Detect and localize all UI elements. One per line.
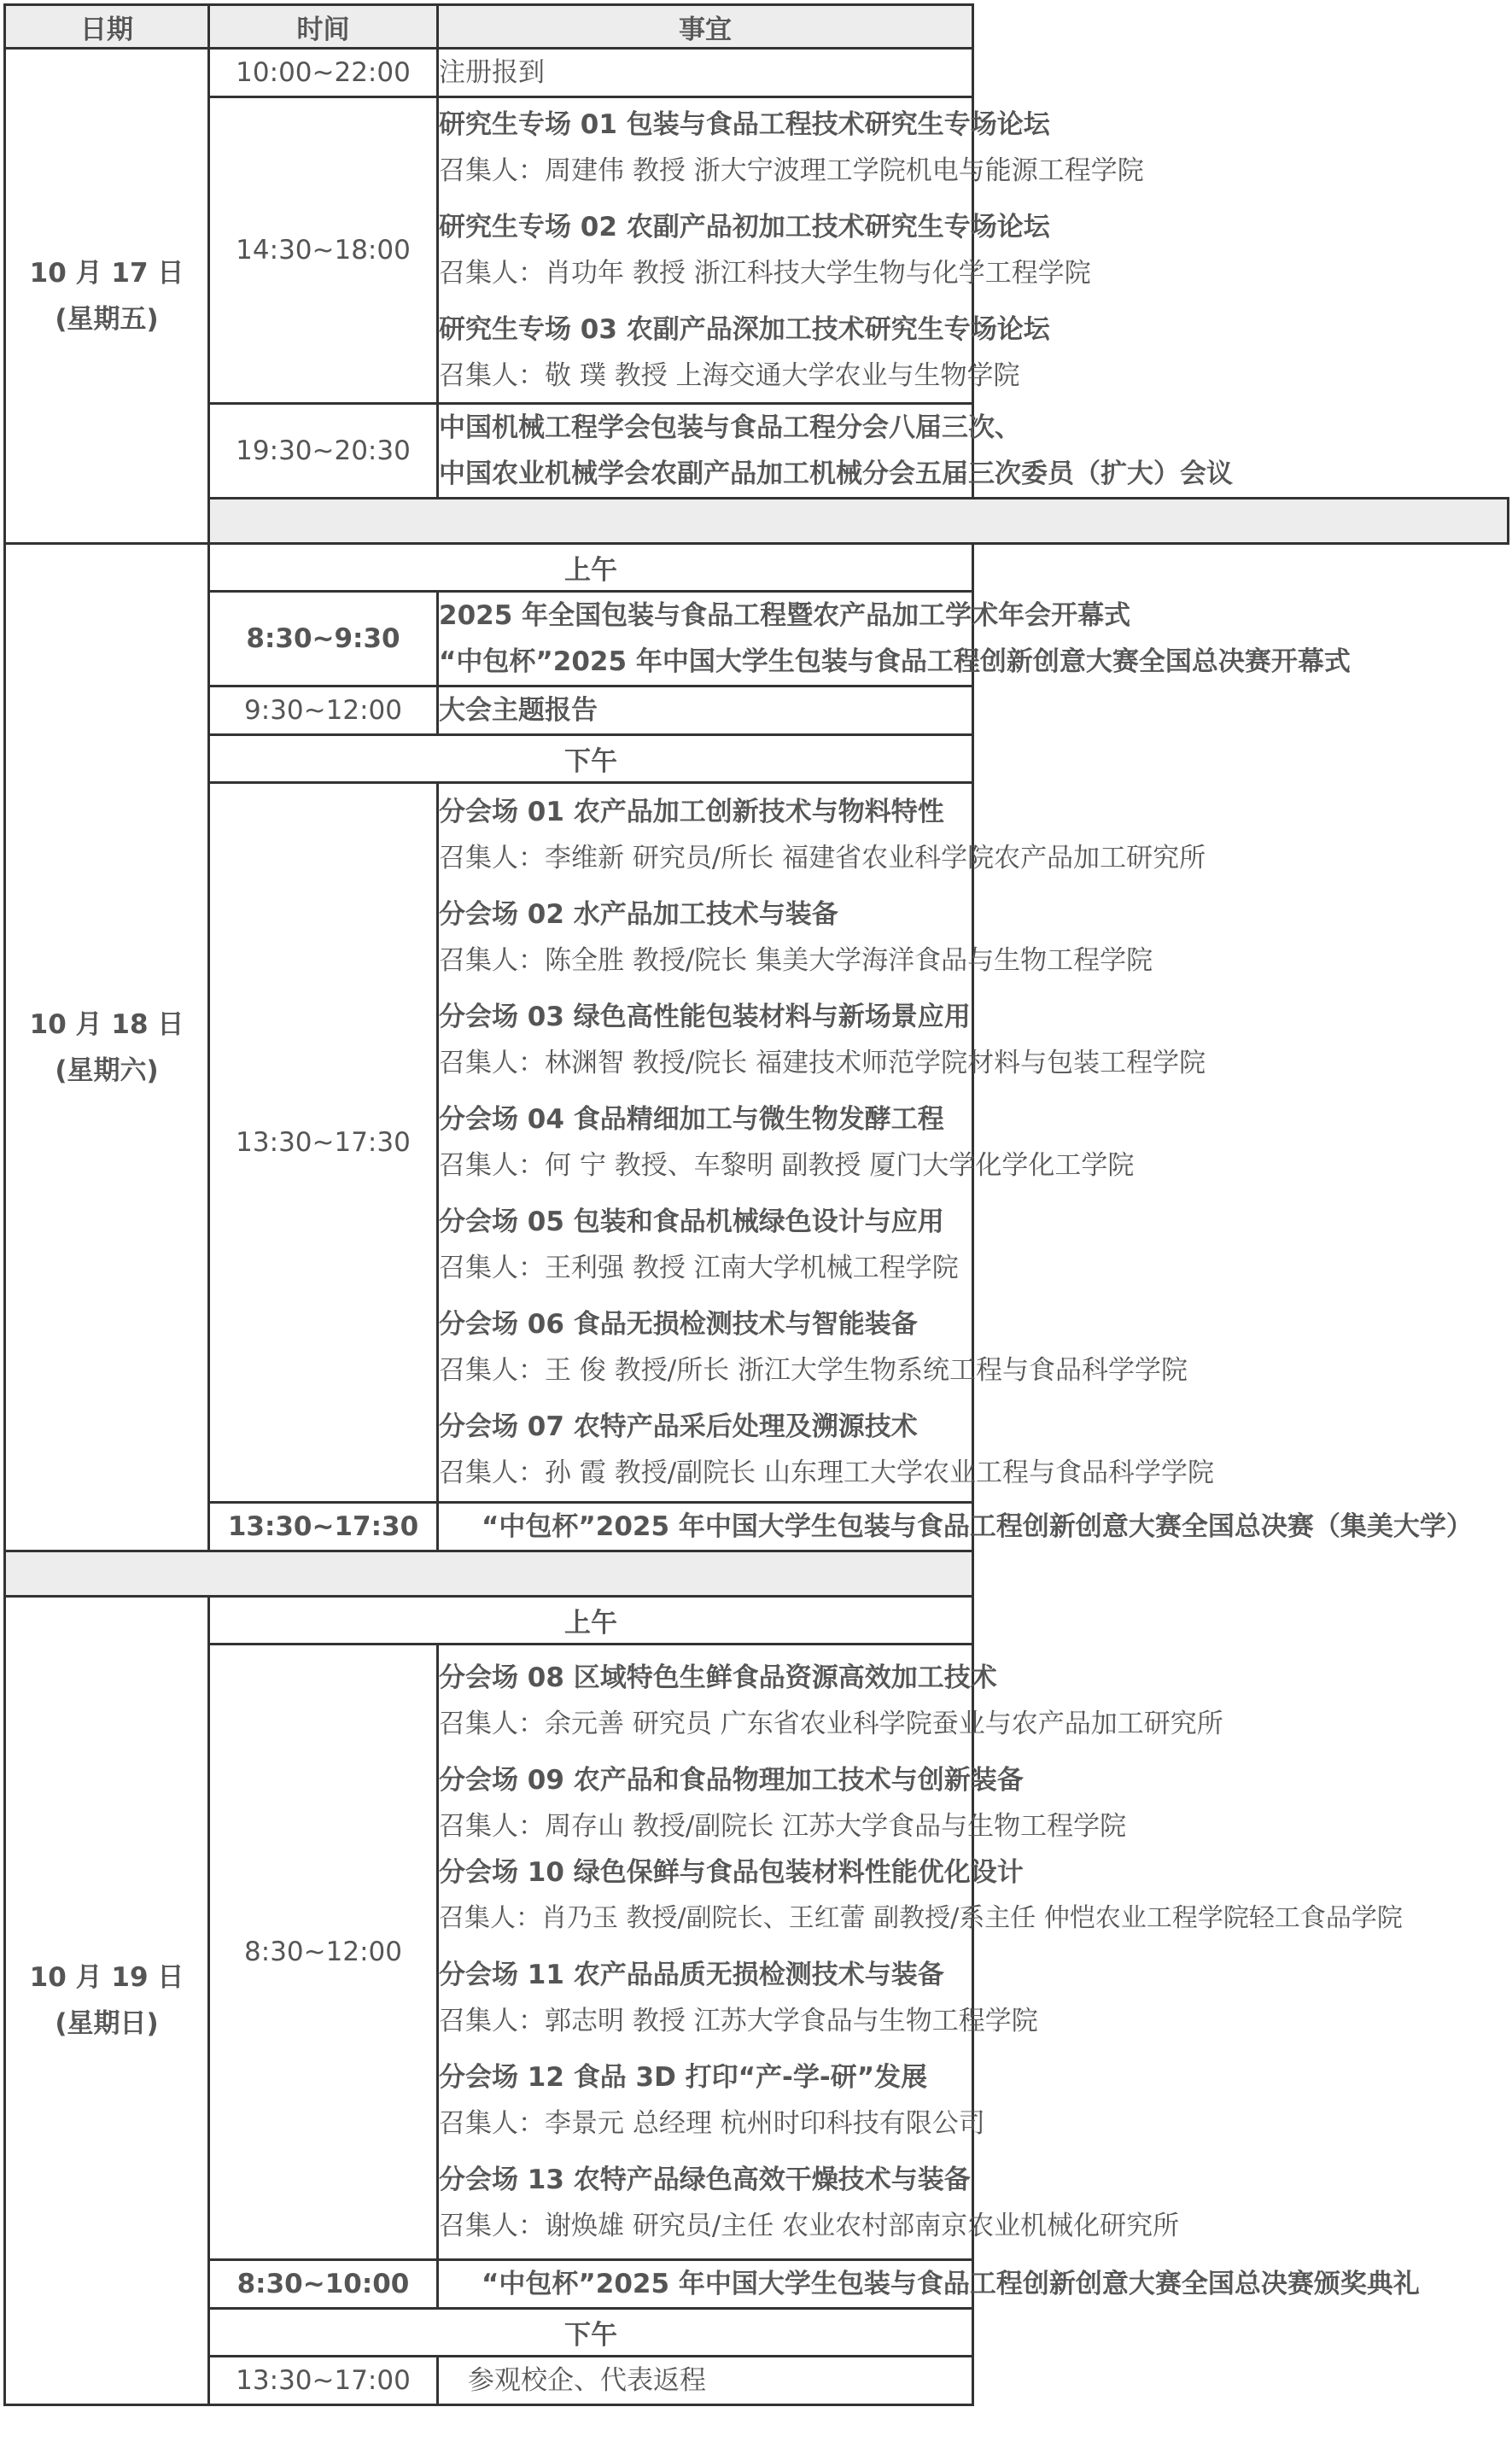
schedule-table: [3, 3, 1509, 2406]
session-item: [439, 1404, 1215, 1496]
day1-registration: [438, 49, 973, 97]
day3-row-visit: [5, 2357, 1509, 2405]
day2-opening: [438, 592, 1351, 686]
session-title: 分会场 03 绿色高性能包装材料与新场景应用: [439, 1002, 971, 1032]
session-convener: 召集人：孙 霞 教授/副院长 山东理工大学农业工程与食品科学学院: [439, 1458, 1215, 1488]
session-title: 分会场 11 农产品品质无损检测技术与装备: [439, 1960, 944, 1990]
registration-text: 注册报到: [439, 57, 545, 88]
forum-convener: 召集人：敬 璞 教授 上海交通大学农业与生物学院: [439, 360, 1020, 391]
session-title: 分会场 06 食品无损检测技术与智能装备: [439, 1309, 918, 1340]
session-title: 分会场 09 农产品和食品物理加工技术与创新装备: [439, 1765, 1024, 1796]
day2-time-sessions: 13:30~17:30: [209, 783, 438, 1503]
day3-row-sessions: [5, 1645, 1509, 2260]
session-item: [439, 789, 1206, 881]
day3-award: [438, 2260, 1420, 2309]
session-convener: 召集人：谢焕雄 研究员/主任 农业农村部南京农业机械化研究所: [439, 2211, 1180, 2241]
session-convener: 召集人：林渊智 教授/院长 福建技术师范学院材料与包装工程学院: [439, 1048, 1206, 1078]
session-convener: 召集人：王 俊 教授/所长 浙江大学生物系统工程与食品科学学院: [439, 1355, 1188, 1386]
day2-time-keynote: 9:30~12:00: [209, 686, 438, 735]
meeting-line-1: 中国机械工程学会包装与食品工程分会八届三次、: [439, 412, 1021, 443]
session-item: [439, 2157, 1180, 2249]
day1-weekday: (星期五): [55, 303, 159, 335]
day1-row-registration: [5, 49, 1509, 97]
session-item: [439, 994, 1206, 1086]
day1-date-cell: [5, 49, 209, 544]
forum-title: 研究生专场 01 包装与食品工程技术研究生专场论坛: [439, 109, 1050, 140]
day3-time-award: 8:30~10:00: [209, 2260, 438, 2309]
forum-item: [439, 102, 1144, 194]
forum-convener: 召集人：周建伟 教授 浙大宁波理工学院机电与能源工程学院: [439, 155, 1144, 186]
day3-weekday: (星期日): [55, 2008, 159, 2039]
day2-date: 10 月 18 日: [29, 1008, 184, 1040]
session-convener: 召集人：王利强 教授 江南大学机械工程学院: [439, 1253, 959, 1283]
day3-sessions: [438, 1645, 1403, 2260]
day3-date: 10 月 19 日: [29, 1962, 184, 1993]
header-row: [5, 5, 1509, 49]
day2-row-am: [5, 544, 1509, 592]
separator-bar: [5, 1551, 973, 1597]
day2-row-opening: [5, 592, 1509, 686]
day2-row-pm: [5, 735, 1509, 783]
visit-text: 参观校企、代表返程: [468, 2365, 706, 2396]
session-item: [439, 1199, 972, 1291]
day2-row-sessions: [5, 783, 1509, 1503]
day1-time-forums: 14:30~18:00: [209, 97, 438, 404]
day2-keynote: [438, 686, 973, 735]
day1-row-meeting: [5, 404, 1509, 499]
day2-final: [438, 1503, 1473, 1551]
day1-forums: [438, 97, 1144, 404]
header-date: 日期: [5, 5, 209, 49]
session-convener: 召集人：李维新 研究员/所长 福建省农业科学院农产品加工研究所: [439, 843, 1206, 873]
day2-row-keynote: [5, 686, 1509, 735]
forum-title: 研究生专场 02 农副产品初加工技术研究生专场论坛: [439, 212, 1050, 242]
session-item: [439, 2054, 985, 2147]
day2-time-final: 13:30~17:30: [209, 1503, 438, 1551]
session-title: 分会场 04 食品精细加工与微生物发酵工程: [439, 1104, 944, 1135]
session-item: [439, 1849, 1403, 1942]
session-title: 分会场 01 农产品加工创新技术与物料特性: [439, 797, 944, 827]
session-convener: 召集人：郭志明 教授 江苏大学食品与生物工程学院: [439, 2006, 1038, 2036]
day2-sessions: [438, 783, 1215, 1503]
forum-title: 研究生专场 03 农副产品深加工技术研究生专场论坛: [439, 314, 1050, 345]
day1-meeting: [438, 404, 1233, 499]
day3-pm-label: 下午: [209, 2309, 973, 2357]
session-convener: 召集人：肖乃玉 教授/副院长、王红蕾 副教授/系主任 仲恺农业工程学院轻工食品学院: [439, 1903, 1403, 1933]
day3-visit: [438, 2357, 973, 2405]
opening-line-1: 2025 年全国包装与食品工程暨农产品加工学术年会开幕式: [439, 600, 1131, 631]
session-item: [439, 1301, 1188, 1393]
forum-convener: 召集人：肖功年 教授 浙江科技大学生物与化学工程学院: [439, 258, 1091, 289]
session-title: 分会场 02 水产品加工技术与装备: [439, 899, 838, 930]
separator-bar: [209, 499, 1509, 544]
day3-row-pm: [5, 2309, 1509, 2357]
day-separator: [5, 1551, 1509, 1597]
session-item: [439, 1757, 1127, 1849]
day2-date-cell: [5, 544, 209, 1551]
session-title: 分会场 10 绿色保鲜与食品包装材料性能优化设计: [439, 1857, 1024, 1888]
session-convener: 召集人：何 宁 教授、车黎明 副教授 厦门大学化学化工学院: [439, 1150, 1135, 1181]
day1-row-forums: [5, 97, 1509, 404]
day3-date-cell: [5, 1597, 209, 2405]
day1-time-meeting: 19:30~20:30: [209, 404, 438, 499]
meeting-line-2: 中国农业机械学会农副产品加工机械分会五届三次委员（扩大）会议: [439, 459, 1233, 489]
final-text: “中包杯”2025 年中国大学生包装与食品工程创新创意大赛全国总决赛（集美大学）: [482, 1511, 1473, 1542]
day-separator: [5, 499, 1509, 544]
session-convener: 召集人：陈全胜 教授/院长 集美大学海洋食品与生物工程学院: [439, 945, 1153, 976]
session-convener: 召集人：周存山 教授/副院长 江苏大学食品与生物工程学院: [439, 1811, 1127, 1842]
day2-row-final: [5, 1503, 1509, 1551]
session-item: [439, 1655, 1223, 1747]
session-title: 分会场 07 农特产品采后处理及溯源技术: [439, 1411, 918, 1442]
day3-time-visit: 13:30~17:00: [209, 2357, 438, 2405]
session-title: 分会场 13 农特产品绿色高效干燥技术与装备: [439, 2164, 971, 2195]
day2-pm-label: 下午: [209, 735, 973, 783]
session-title: 分会场 12 食品 3D 打印“产-学-研”发展: [439, 2062, 928, 2093]
session-item: [439, 1952, 1038, 2044]
day2-weekday: (星期六): [55, 1054, 159, 1086]
header-time: 时间: [209, 5, 438, 49]
opening-line-2: “中包杯”2025 年中国大学生包装与食品工程创新创意大赛全国总决赛开幕式: [439, 646, 1351, 677]
day1-time-registration: 10:00~22:00: [209, 49, 438, 97]
session-title: 分会场 08 区域特色生鲜食品资源高效加工技术: [439, 1662, 997, 1693]
session-item: [439, 1096, 1135, 1189]
day3-am-label: 上午: [209, 1597, 973, 1645]
session-title: 分会场 05 包装和食品机械绿色设计与应用: [439, 1206, 944, 1237]
day1-date: 10 月 17 日: [29, 257, 184, 289]
forum-item: [439, 307, 1050, 399]
day2-am-label: 上午: [209, 544, 973, 592]
session-convener: 召集人：余元善 研究员 广东省农业科学院蚕业与农产品加工研究所: [439, 1709, 1223, 1739]
session-item: [439, 891, 1153, 984]
award-text: “中包杯”2025 年中国大学生包装与食品工程创新创意大赛全国总决赛颁奖典礼: [482, 2269, 1420, 2299]
forum-item: [439, 204, 1091, 296]
day3-time-sessions: 8:30~12:00: [209, 1645, 438, 2260]
day3-row-am: [5, 1597, 1509, 1645]
day2-time-opening: 8:30~9:30: [209, 592, 438, 686]
keynote-text: 大会主题报告: [439, 695, 598, 726]
session-convener: 召集人：李景元 总经理 杭州时印科技有限公司: [439, 2108, 985, 2139]
header-item: 事宜: [438, 5, 973, 49]
day3-row-award: [5, 2260, 1509, 2309]
